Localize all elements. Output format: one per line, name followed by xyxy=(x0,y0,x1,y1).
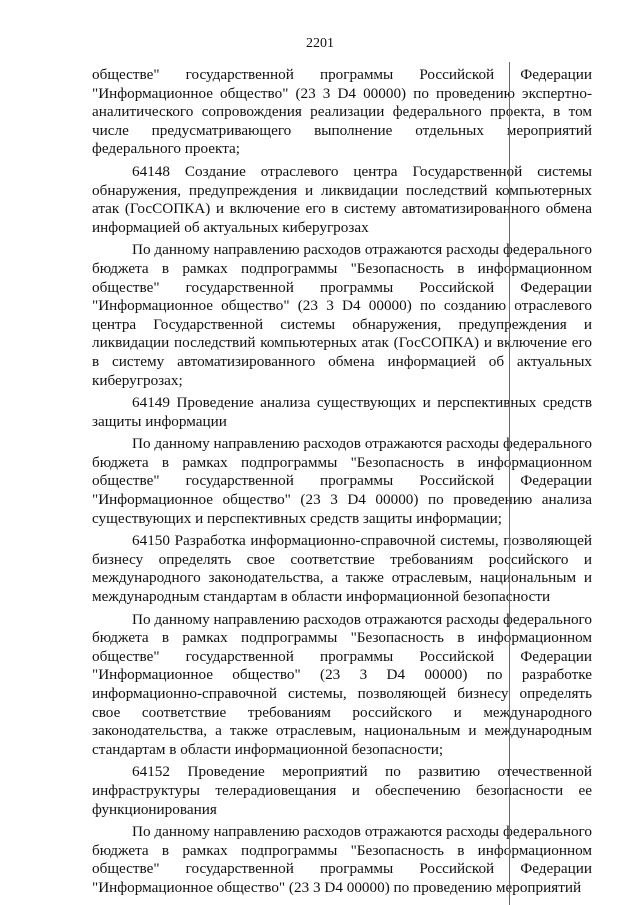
paragraph-description-64152: По данному направлению расходов отражаются расходы федерального бюджета в рамках подпрограммы "Безопасность в информационном обществе" государственной программы Российской Федерации "Информационное общество" (23 3 D4 00000) по проведению мероприятий xyxy=(92,823,592,896)
page-number: 2201 xyxy=(306,36,334,51)
paragraph-heading-64152: 64152 Проведение мероприятий по развитию отечественной инфраструктуры телерадиовещания и обеспечению безопасности ее функционирования xyxy=(92,763,592,818)
paragraph-heading-64150: 64150 Разработка информационно-справочной системы, позволяющей бизнесу определять свое соответствие требованиям российского и международного законодательства, а также отраслевым, национальным и международным стандартам в области информационной безопасности xyxy=(92,532,592,606)
paragraph-description-64149: По данному направлению расходов отражаются расходы федерального бюджета в рамках подпрограммы "Безопасность в информационном обществе" государственной программы Российской Федерации "Информационное общество" (23 3 D4 00000) по проведению анализа существующих и перспективных средств защиты информации; xyxy=(92,435,592,527)
document-body xyxy=(92,66,592,898)
paragraph-description-64150: По данному направлению расходов отражаются расходы федерального бюджета в рамках подпрограммы "Безопасность в информационном обществе" государственной программы Российской Федерации "Информационное общество" (23 3 D4 00000) по разработке информационно-справочной системы, позволяющей бизнесу определять свое соответствие требованиям российского и международного законодательства, а также отраслевым, национальным и международным стандартам в области информационной безопасности; xyxy=(92,610,592,758)
scan-margin-line xyxy=(509,62,510,905)
paragraph-description-64148: По данному направлению расходов отражаются расходы федерального бюджета в рамках подпрограммы "Безопасность в информационном обществе" государственной программы Российской Федерации "Информационное общество" (23 3 D4 00000) по созданию отраслевого центра Государственной системы обнаружения, предупреждения и ликвидации последствий компьютерных атак (ГосСОПКА) и включение его в систему автоматизированного обмена информацией об актуальных киберугрозах; xyxy=(92,241,592,389)
paragraph-heading-64149: 64149 Проведение анализа существующих и перспективных средств защиты информации xyxy=(92,394,592,430)
paragraph-continuation: обществе" государственной программы Российской Федерации "Информационное общество" (23 3 D4 00000) по проведению экспертно-аналитического сопровождения реализации федерального проекта, в том числе предусматривающего выполнение отдельных мероприятий федерального проекта; xyxy=(92,66,592,158)
paragraph-heading-64148: 64148 Создание отраслевого центра Государственной системы обнаружения, предупреждения и ликвидации последствий компьютерных атак (ГосСОПКА) и включение его в систему автоматизированного обмена информацией об актуальных киберугрозах xyxy=(92,162,592,236)
